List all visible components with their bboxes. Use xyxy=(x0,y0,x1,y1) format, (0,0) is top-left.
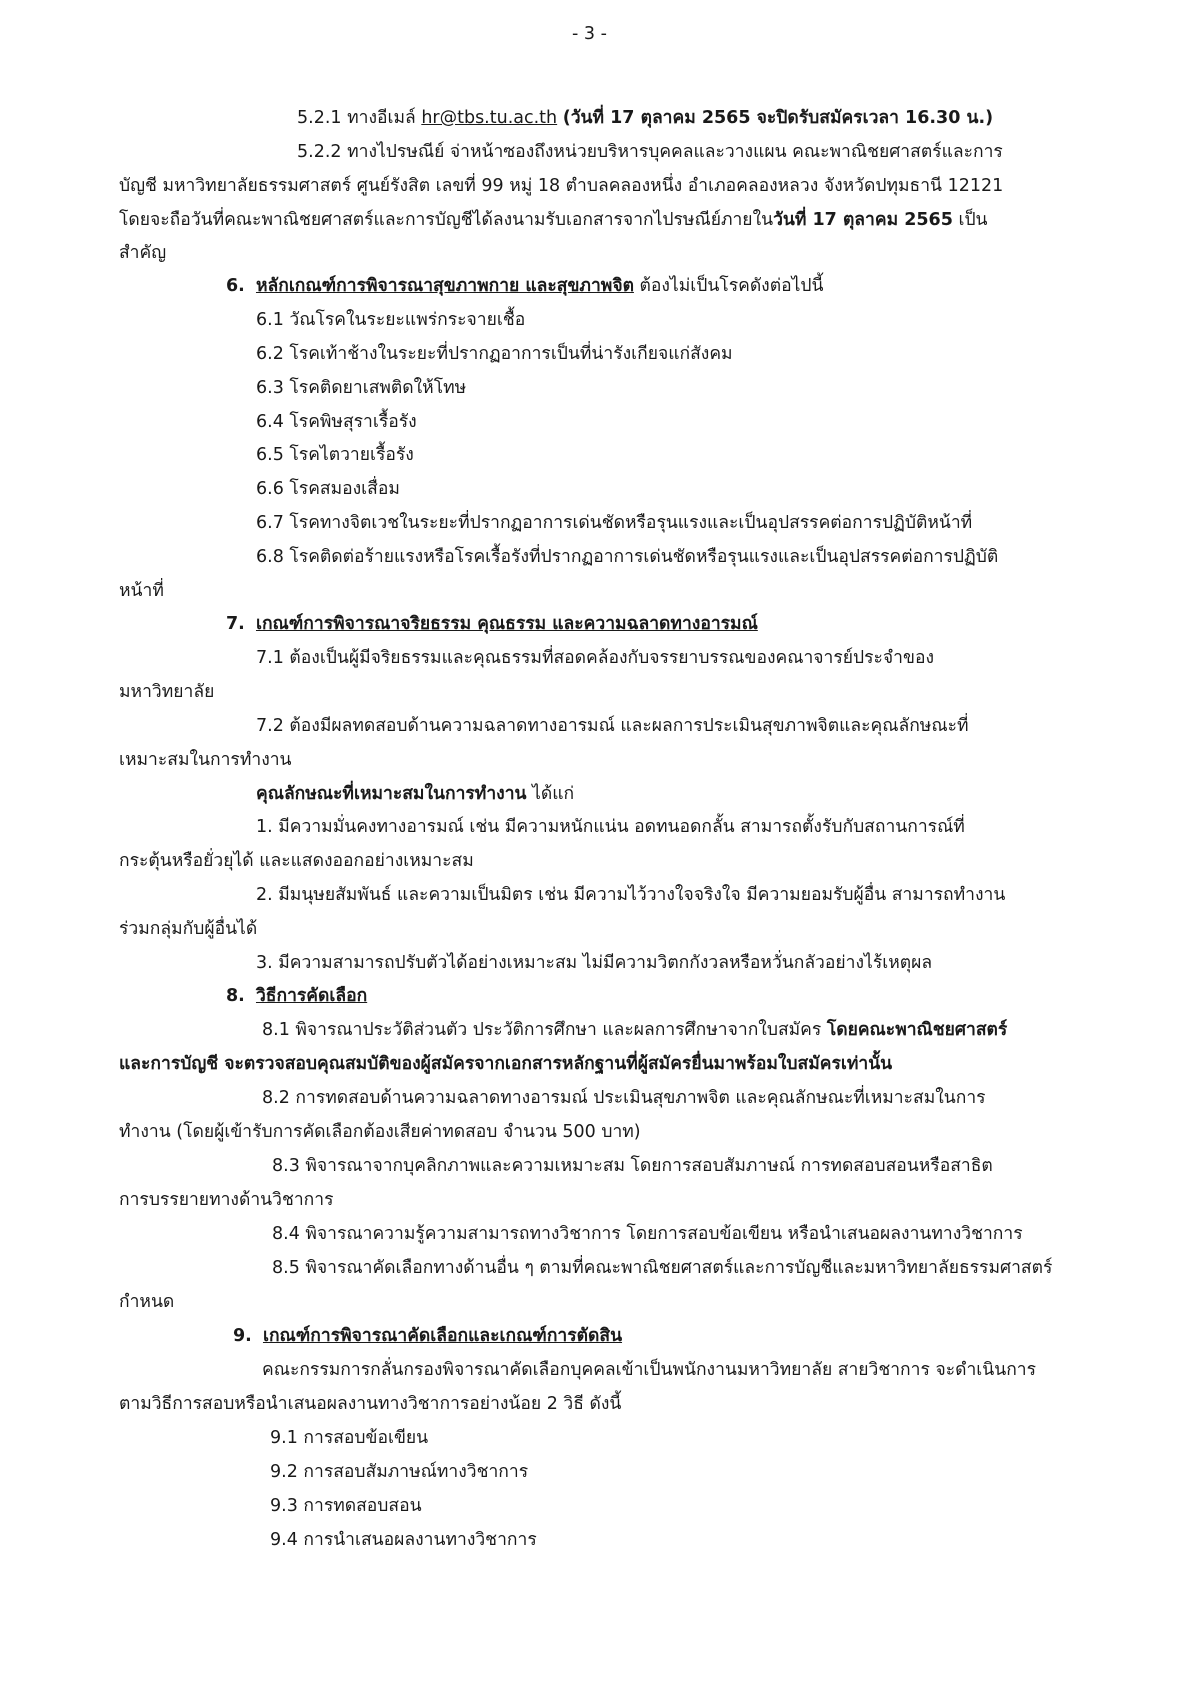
section-number: 9. xyxy=(233,1326,252,1346)
paragraph-7-2: 7.2 ต้องมีผลทดสอบด้านความฉลาดทางอารมณ์ และผลการประเมินสุขภาพจิตและคุณลักษณะที่ xyxy=(256,716,969,736)
characteristic-1: 1. มีความมั่นคงทางอารมณ์ เช่น มีความหนักแน่น อดทนอดกลั้น สามารถตั้งรับกับสถานการณ์ที่ xyxy=(256,817,965,837)
characteristic-1-cont: กระตุ้นหรือยั่วยุได้ และแสดงออกอย่างเหมาะสม xyxy=(119,851,474,871)
paragraph-8-3-cont: การบรรยายทางด้านวิชาการ xyxy=(119,1190,334,1210)
characteristic-3: 3. มีความสามารถปรับตัวได้อย่างเหมาะสม ไม่มีความวิตกกังวลหรือหวั่นกลัวอย่างไร้เหตุผล xyxy=(256,953,933,973)
section-5-2-2-line2: บัญชี มหาวิทยาลัยธรรมศาสตร์ ศูนย์รังสิต เลขที่ 99 หมู่ 18 ตำบลคลองหนึ่ง อำเภอคลองหลวง จังหวัดปทุมธานี 12121 xyxy=(119,176,1004,196)
list-item-continuation: หน้าที่ xyxy=(119,581,164,601)
section-5-2-2-line1: 5.2.2 ทางไปรษณีย์ จ่าหน้าซองถึงหน่วยบริหารบุคคลและวางแผน คณะพาณิชยศาสตร์และการ xyxy=(297,142,1003,162)
section-5-2-1 xyxy=(297,106,993,130)
section-number: 6. xyxy=(226,276,245,296)
paragraph-8-5: 8.5 พิจารณาคัดเลือกทางด้านอื่น ๆ ตามที่คณะพาณิชยศาสตร์และการบัญชีและมหาวิทยาลัยธรรมศาสตร์ xyxy=(272,1258,1053,1278)
section-title: หลักเกณฑ์การพิจารณาสุขภาพกาย และสุขภาพจิต xyxy=(255,276,634,296)
list-item: 6.1 วัณโรคในระยะแพร่กระจายเชื้อ xyxy=(256,310,526,330)
characteristic-2-cont: ร่วมกลุ่มกับผู้อื่นได้ xyxy=(119,919,258,939)
paragraph-8-1-cont: และการบัญชี จะตรวจสอบคุณสมบัติของผู้สมัครจากเอกสารหลักฐานที่ผู้สมัครยื่นมาพร้อมใบสมัครเท่านั้น xyxy=(119,1054,893,1074)
subheading-suffix: ได้แก่ xyxy=(526,784,575,804)
subheading: คุณลักษณะที่เหมาะสมในการทำงาน xyxy=(256,784,527,804)
list-item: 6.5 โรคไตวายเรื้อรัง xyxy=(256,445,414,465)
paragraph-7-1-cont: มหาวิทยาลัย xyxy=(119,682,215,702)
paragraph-8-5-cont: กำหนด xyxy=(119,1292,175,1312)
section-title: เกณฑ์การพิจารณาจริยธรรม คุณธรรม และความฉลาดทางอารมณ์ xyxy=(255,614,758,634)
section-9-heading xyxy=(233,1324,622,1348)
email-link[interactable]: hr@tbs.tu.ac.th xyxy=(421,108,558,128)
text: เป็น xyxy=(952,210,988,230)
paragraph-8-3: 8.3 พิจารณาจากบุคลิกภาพและความเหมาะสม โดยการสอบสัมภาษณ์ การทดสอบสอนหรือสาธิต xyxy=(272,1156,993,1176)
list-item: 9.4 การนำเสนอผลงานทางวิชาการ xyxy=(270,1530,537,1550)
paragraph-8-1 xyxy=(262,1018,1007,1042)
section-number: 7. xyxy=(226,614,245,634)
paragraph-7-1: 7.1 ต้องเป็นผู้มีจริยธรรมและคุณธรรมที่สอดคล้องกับจรรยาบรรณของคณาจารย์ประจำของ xyxy=(256,648,935,668)
paragraph-8-2: 8.2 การทดสอบด้านความฉลาดทางอารมณ์ ประเมินสุขภาพจิต และคุณลักษณะที่เหมาะสมในการ xyxy=(262,1088,986,1108)
section-5-2-2-line3 xyxy=(119,208,988,232)
section-8-heading xyxy=(226,984,367,1008)
page-number: - 3 - xyxy=(572,24,607,44)
list-item: 6.2 โรคเท้าช้างในระยะที่ปรากฏอาการเป็นที่น่ารังเกียจแก่สังคม xyxy=(256,344,733,364)
paragraph-7-2-cont: เหมาะสมในการทำงาน xyxy=(119,750,292,770)
characteristics-heading xyxy=(256,782,574,806)
list-item: 6.4 โรคพิษสุราเรื้อรัง xyxy=(256,412,417,432)
paragraph-9: คณะกรรมการกลั่นกรองพิจารณาคัดเลือกบุคคลเข้าเป็นพนักงานมหาวิทยาลัย สายวิชาการ จะดำเนินการ xyxy=(262,1360,1037,1380)
section-title: เกณฑ์การพิจารณาคัดเลือกและเกณฑ์การตัดสิน xyxy=(262,1326,623,1346)
section-suffix: ต้องไม่เป็นโรคดังต่อไปนี้ xyxy=(633,276,824,296)
list-item: 6.6 โรคสมองเสื่อม xyxy=(256,479,400,499)
text: โดยจะถือวันที่คณะพาณิชยศาสตร์และการบัญชีได้ลงนามรับเอกสารจากไปรษณีย์ภายใน xyxy=(119,210,774,230)
section-7-heading xyxy=(226,612,758,636)
deadline-note: (วันที่ 17 ตุลาคม 2565 จะปิดรับสมัครเวลา 16.30 น.) xyxy=(562,108,994,128)
bold-text: โดยคณะพาณิชยศาสตร์ xyxy=(826,1020,1008,1040)
section-title: วิธีการคัดเลือก xyxy=(255,986,368,1006)
section-5-2-2-line4: สำคัญ xyxy=(119,243,167,263)
list-item: 6.7 โรคทางจิตเวชในระยะที่ปรากฏอาการเด่นชัดหรือรุนแรงและเป็นอุปสรรคต่อการปฏิบัติหน้าที่ xyxy=(256,513,973,533)
paragraph-8-2-cont: ทำงาน (โดยผู้เข้ารับการคัดเลือกต้องเสียค่าทดสอบ จำนวน 500 บาท) xyxy=(119,1122,641,1142)
characteristic-2: 2. มีมนุษยสัมพันธ์ และความเป็นมิตร เช่น มีความไว้วางใจจริงใจ มีความยอมรับผู้อื่น สามารถทำงาน xyxy=(256,885,1006,905)
text: 5.2.1 ทางอีเมล์ xyxy=(297,108,422,128)
list-item: 9.3 การทดสอบสอน xyxy=(270,1496,422,1516)
paragraph-8-4: 8.4 พิจารณาความรู้ความสามารถทางวิชาการ โดยการสอบข้อเขียน หรือนำเสนอผลงานทางวิชาการ xyxy=(272,1224,1023,1244)
list-item: 6.8 โรคติดต่อร้ายแรงหรือโรคเรื้อรังที่ปรากฏอาการเด่นชัดหรือรุนแรงและเป็นอุปสรรคต่อการปฏิบัติ xyxy=(256,547,999,567)
list-item: 9.1 การสอบข้อเขียน xyxy=(270,1428,429,1448)
paragraph-9-cont: ตามวิธีการสอบหรือนำเสนอผลงานทางวิชาการอย่างน้อย 2 วิธี ดังนี้ xyxy=(119,1394,622,1414)
deadline-date: วันที่ 17 ตุลาคม 2565 xyxy=(773,210,953,230)
section-6-heading xyxy=(226,274,823,298)
list-item: 9.2 การสอบสัมภาษณ์ทางวิชาการ xyxy=(270,1462,529,1482)
section-number: 8. xyxy=(226,986,245,1006)
text: 8.1 พิจารณาประวัติส่วนตัว ประวัติการศึกษา และผลการศึกษาจากใบสมัคร xyxy=(262,1020,827,1040)
list-item: 6.3 โรคติดยาเสพติดให้โทษ xyxy=(256,378,467,398)
